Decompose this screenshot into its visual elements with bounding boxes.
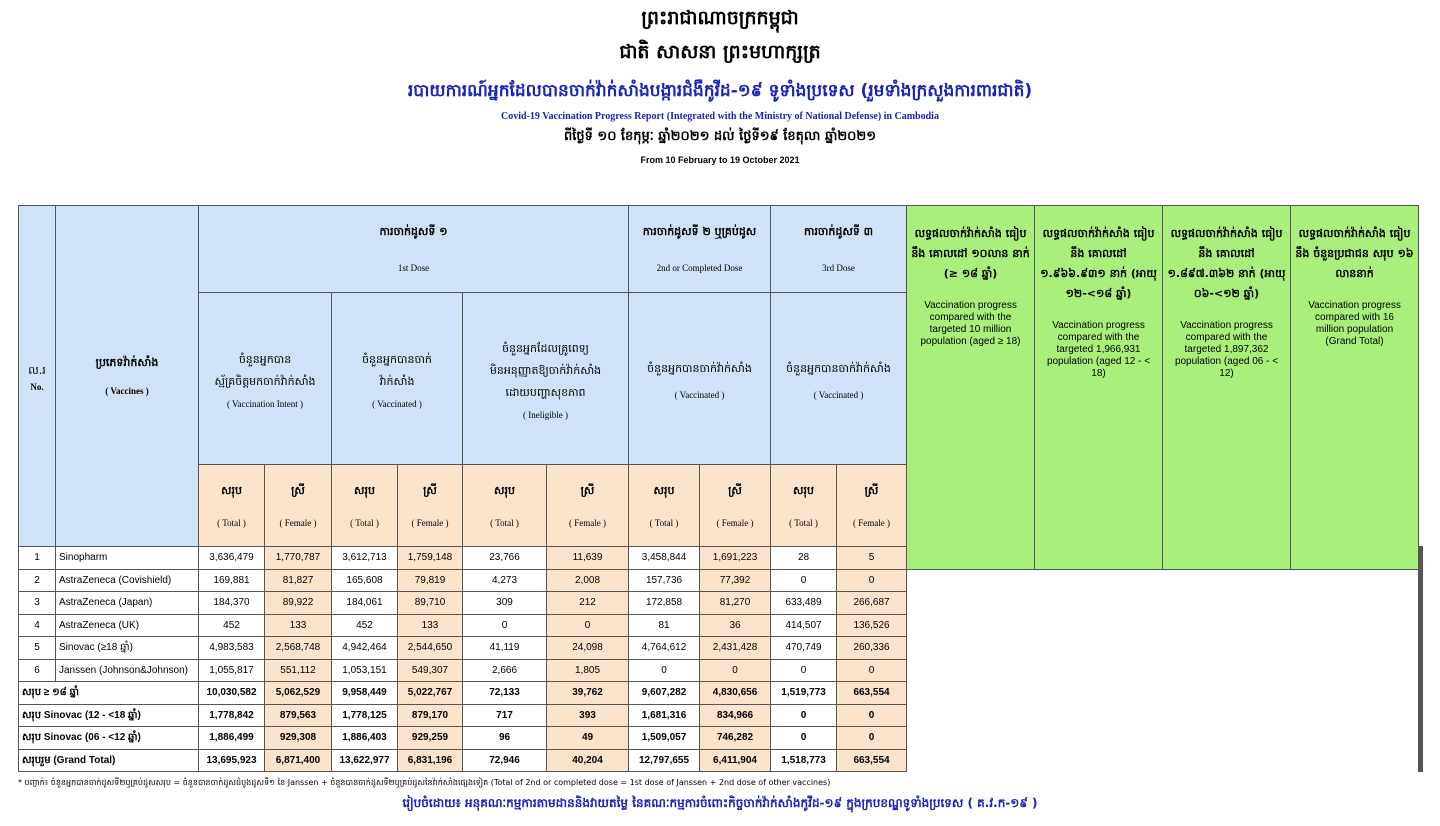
total-subheader: សរុប ( Total ) (463, 465, 547, 547)
cell-d2-total: 12,797,655 (629, 749, 700, 772)
cell-d2-female: 0 (700, 659, 771, 682)
cell-d3-female: 136,526 (837, 614, 907, 637)
vaccine-name: Sinopharm (56, 547, 199, 570)
cell-intent-total: 3,636,479 (199, 547, 265, 570)
cell-vacc-total: 1,778,125 (332, 704, 398, 727)
cell-vacc-female: 5,022,767 (398, 682, 463, 705)
cell-vacc-female: 879,170 (398, 704, 463, 727)
table-row (19, 659, 1423, 682)
cell-vacc-total: 1,053,151 (332, 659, 398, 682)
cell-inel-total: 96 (463, 727, 547, 750)
row-number: 6 (19, 659, 56, 682)
cell-inel-total: 41,119 (463, 637, 547, 660)
progress-header-adults: លទ្ធផលចាក់វ៉ាក់សាំង ធៀបនឹង គោលដៅ ១០លាន នាក់ (≥ ១៨ ឆ្នាំ) Vaccination progress compared with the targeted 10 million population (aged ≥ 18) (907, 206, 1035, 570)
cell-inel-female: 24,098 (547, 637, 629, 660)
vaccine-name: Janssen (Johnson&Johnson) (56, 659, 199, 682)
cell-intent-female: 879,563 (265, 704, 332, 727)
cell-vacc-female: 89,710 (398, 592, 463, 615)
total-subheader: សរុប ( Total ) (332, 465, 398, 547)
cell-d3-total: 414,507 (771, 614, 837, 637)
summary-row (19, 727, 1423, 750)
cell-inel-female: 393 (547, 704, 629, 727)
cell-vacc-total: 3,612,713 (332, 547, 398, 570)
report-title-kh: របាយការណ៍អ្នកដែលបានចាក់វ៉ាក់សាំងបង្ការជំងឺកូវីដ-១៩ ទូទាំងប្រទេស (រួមទាំងក្រសួងការពារជាតិ) (407, 81, 1033, 101)
female-subheader: ស្រី ( Female ) (398, 465, 463, 547)
row-number: 3 (19, 592, 56, 615)
dose3-header: ការចាក់ដូសទី ៣ 3rd Dose (771, 206, 907, 293)
cell-vacc-total: 452 (332, 614, 398, 637)
cell-vacc-female: 133 (398, 614, 463, 637)
cell-inel-female: 1,805 (547, 659, 629, 682)
cell-intent-female: 551,112 (265, 659, 332, 682)
vaccine-name: AstraZeneca (Covishield) (56, 569, 199, 592)
progress-percentage (1421, 547, 1422, 772)
cell-intent-total: 1,055,817 (199, 659, 265, 682)
vaccinated-header: ចំនួនអ្នកបានចាក់ វ៉ាក់សាំង ( Vaccinated ) (332, 293, 463, 465)
report-period-en: From 10 February to 19 October 2021 (640, 155, 800, 165)
summary-label: សរុប Sinovac (12 - <18 ឆ្នាំ) (19, 704, 199, 727)
cell-d3-female: 663,554 (837, 682, 907, 705)
cell-d3-total: 0 (771, 659, 837, 682)
cell-intent-total: 452 (199, 614, 265, 637)
progress-header-grand-total: លទ្ធផលចាក់វ៉ាក់សាំង ធៀបនឹង ចំនួនប្រជាជន សរុប ១៦ លាននាក់ Vaccination progress compared with 16 million population (Grand Total) (1291, 206, 1419, 570)
cell-vacc-female: 2,544,650 (398, 637, 463, 660)
cell-d2-total: 172,858 (629, 592, 700, 615)
cell-d3-total: 0 (771, 704, 837, 727)
cell-d2-total: 4,764,612 (629, 637, 700, 660)
cell-inel-female: 40,204 (547, 749, 629, 772)
summary-label: សរុប Sinovac (06 - <12 ឆ្នាំ) (19, 727, 199, 750)
cell-vacc-total: 184,061 (332, 592, 398, 615)
total-subheader: សរុប ( Total ) (771, 465, 837, 547)
motto-line: ជាតិ សាសនា ព្រះមហាក្សត្រ (619, 41, 821, 63)
summary-row (19, 749, 1423, 772)
progress-header-6-12: លទ្ធផលចាក់វ៉ាក់សាំង ធៀបនឹង គោលដៅ ១.៨៩៧.៣៦២ នាក់ (អាយុ ០៦-<១២ ឆ្នាំ) Vaccination progress compared with the targeted 1,897,362 population (aged 06 - < 12) (1163, 206, 1291, 570)
no-header: ល.រ No. (19, 206, 56, 547)
cell-d2-female: 834,966 (700, 704, 771, 727)
cell-vacc-female: 1,759,148 (398, 547, 463, 570)
cell-d3-total: 28 (771, 547, 837, 570)
cell-inel-total: 4,273 (463, 569, 547, 592)
footnote: * បញ្ជាក់៖ ចំនួនអ្នកបានចាក់ដូសទី២ឬគ្រប់ដូសសរុប = ចំនួនបានចាក់ដូសដំបូងដូសទី១ នៃ Janssen + ចំនួនបានចាក់ដូសទី២ឬគ្រប់ដូសនៃវ៉ាក់សាំងផ្សេងទៀត (Total of 2nd or completed dose = 1st dose of Janssen + 2nd dose of other vaccines) (18, 778, 831, 787)
table-row (19, 569, 1423, 592)
cell-d2-female: 746,282 (700, 727, 771, 750)
cell-d3-female: 0 (837, 659, 907, 682)
dose1-header: ការចាក់ដូសទី ១ 1st Dose (199, 206, 629, 293)
cell-vacc-total: 9,958,449 (332, 682, 398, 705)
female-subheader: ស្រី ( Female ) (837, 465, 907, 547)
cell-d3-total: 633,489 (771, 592, 837, 615)
cell-d3-female: 5 (837, 547, 907, 570)
table-row (19, 637, 1423, 660)
cell-inel-female: 49 (547, 727, 629, 750)
cell-d3-total: 0 (771, 727, 837, 750)
cell-d2-total: 3,458,844 (629, 547, 700, 570)
cell-d3-female: 260,336 (837, 637, 907, 660)
cell-vacc-total: 1,886,403 (332, 727, 398, 750)
cell-intent-female: 929,308 (265, 727, 332, 750)
table-row (19, 614, 1423, 637)
cell-d3-female: 0 (837, 569, 907, 592)
cell-vacc-female: 929,259 (398, 727, 463, 750)
cell-inel-total: 717 (463, 704, 547, 727)
cell-intent-female: 1,770,787 (265, 547, 332, 570)
vaccination-table (18, 205, 1423, 772)
cell-vacc-total: 4,942,464 (332, 637, 398, 660)
cell-vacc-total: 165,608 (332, 569, 398, 592)
cell-inel-total: 72,946 (463, 749, 547, 772)
cell-intent-female: 133 (265, 614, 332, 637)
cell-d3-female: 0 (837, 704, 907, 727)
cell-vacc-female: 549,307 (398, 659, 463, 682)
cell-d3-female: 0 (837, 727, 907, 750)
cell-d3-total: 1,519,773 (771, 682, 837, 705)
cell-vacc-total: 13,622,977 (332, 749, 398, 772)
cell-d2-total: 9,607,282 (629, 682, 700, 705)
total-subheader: សរុប ( Total ) (629, 465, 700, 547)
cell-d3-female: 266,687 (837, 592, 907, 615)
cell-intent-total: 1,886,499 (199, 727, 265, 750)
cell-vacc-female: 79,819 (398, 569, 463, 592)
female-subheader: ស្រី ( Female ) (547, 465, 629, 547)
cell-inel-female: 0 (547, 614, 629, 637)
cell-d2-female: 6,411,904 (700, 749, 771, 772)
dose2-header: ការចាក់ដូសទី ២ ឬគ្រប់ដូស 2nd or Completed Dose (629, 206, 771, 293)
vaccine-name: AstraZeneca (Japan) (56, 592, 199, 615)
cell-d2-total: 1,681,316 (629, 704, 700, 727)
cell-intent-female: 6,871,400 (265, 749, 332, 772)
cell-inel-total: 72,133 (463, 682, 547, 705)
report-period-kh: ពីថ្ងៃទី ១០ ខែកុម្ភៈ ឆ្នាំ២០២១ ដល់ ថ្ងៃទី១៩ ខែតុលា ឆ្នាំ២០២១ (563, 129, 877, 144)
cell-inel-female: 2,008 (547, 569, 629, 592)
summary-label: សរុបរួម (Grand Total) (19, 749, 199, 772)
dose3-vaccinated-header: ចំនួនអ្នកបានចាក់វ៉ាក់សាំង ( Vaccinated ) (771, 293, 907, 465)
cell-intent-total: 13,695,923 (199, 749, 265, 772)
cell-inel-total: 23,766 (463, 547, 547, 570)
cell-d2-female: 4,830,656 (700, 682, 771, 705)
cell-intent-total: 1,778,842 (199, 704, 265, 727)
cell-inel-female: 11,639 (547, 547, 629, 570)
vaccine-name: AstraZeneca (UK) (56, 614, 199, 637)
cell-intent-female: 2,568,748 (265, 637, 332, 660)
cell-inel-total: 309 (463, 592, 547, 615)
total-subheader: សរុប ( Total ) (199, 465, 265, 547)
row-number: 4 (19, 614, 56, 637)
cell-inel-total: 2,666 (463, 659, 547, 682)
cell-intent-total: 10,030,582 (199, 682, 265, 705)
cell-intent-total: 169,881 (199, 569, 265, 592)
intent-header: ចំនួនអ្នកបាន ស្ម័គ្រចិត្តមកចាក់វ៉ាក់សាំង ( Vaccination Intent ) (199, 293, 332, 465)
row-number: 2 (19, 569, 56, 592)
cell-d2-total: 1,509,057 (629, 727, 700, 750)
report-title-en: Covid-19 Vaccination Progress Report (Integrated with the Ministry of National Defense) in Cambodia (501, 111, 939, 122)
cell-inel-female: 212 (547, 592, 629, 615)
summary-label: សរុប ≥ ១៨ ឆ្នាំ (19, 682, 199, 705)
cell-d3-total: 470,749 (771, 637, 837, 660)
cell-d2-female: 36 (700, 614, 771, 637)
kingdom-line: ព្រះរាជាណាចក្រកម្ពុជា (641, 7, 799, 29)
summary-row (19, 704, 1423, 727)
female-subheader: ស្រី ( Female ) (700, 465, 771, 547)
cell-d2-total: 81 (629, 614, 700, 637)
row-number: 1 (19, 547, 56, 570)
cell-intent-female: 81,827 (265, 569, 332, 592)
cell-d3-female: 663,554 (837, 749, 907, 772)
dose2-vaccinated-header: ចំនួនអ្នកបានចាក់វ៉ាក់សាំង ( Vaccinated ) (629, 293, 771, 465)
prepared-by: រៀបចំដោយ៖ អនុគណៈកម្មការតាមដាននិងវាយតម្លៃ នៃគណៈកម្មការចំពោះកិច្ចចាក់វ៉ាក់សាំងកូវីដ-១៩ ក្នុងក្របខណ្ឌទូទាំងប្រទេស ( គ.វ.ក-១៩ ) (402, 796, 1038, 810)
cell-d3-total: 0 (771, 569, 837, 592)
summary-row (19, 682, 1423, 705)
cell-d2-total: 0 (629, 659, 700, 682)
cell-d3-total: 1,518,773 (771, 749, 837, 772)
table-row (19, 592, 1423, 615)
cell-intent-total: 4,983,583 (199, 637, 265, 660)
row-number: 5 (19, 637, 56, 660)
cell-inel-total: 0 (463, 614, 547, 637)
cell-d2-total: 157,736 (629, 569, 700, 592)
cell-d2-female: 81,270 (700, 592, 771, 615)
cell-d2-female: 1,691,223 (700, 547, 771, 570)
ineligible-header: ចំនួនអ្នកដែលគ្រូពេទ្យ មិនអនុញ្ញាតឱ្យចាក់វ៉ាក់សាំង ដោយបញ្ហាសុខភាព ( Ineligible ) (463, 293, 629, 465)
vaccine-name: Sinovac (≥18 ឆ្នាំ) (56, 637, 199, 660)
cell-intent-total: 184,370 (199, 592, 265, 615)
progress-header-12-18: លទ្ធផលចាក់វ៉ាក់សាំង ធៀបនឹង គោលដៅ ១.៩៦៦.៩៣១ នាក់ (អាយុ ១២-<១៨ ឆ្នាំ) Vaccination progress compared with the targeted 1,966,931 population (aged 12 - < 18) (1035, 206, 1163, 570)
cell-vacc-female: 6,831,196 (398, 749, 463, 772)
vaccine-header: ប្រភេទវ៉ាក់សាំង ( Vaccines ) (56, 206, 199, 547)
female-subheader: ស្រី ( Female ) (265, 465, 332, 547)
cell-d2-female: 2,431,428 (700, 637, 771, 660)
cell-intent-female: 89,922 (265, 592, 332, 615)
cell-inel-female: 39,762 (547, 682, 629, 705)
cell-d2-female: 77,392 (700, 569, 771, 592)
cell-intent-female: 5,062,529 (265, 682, 332, 705)
